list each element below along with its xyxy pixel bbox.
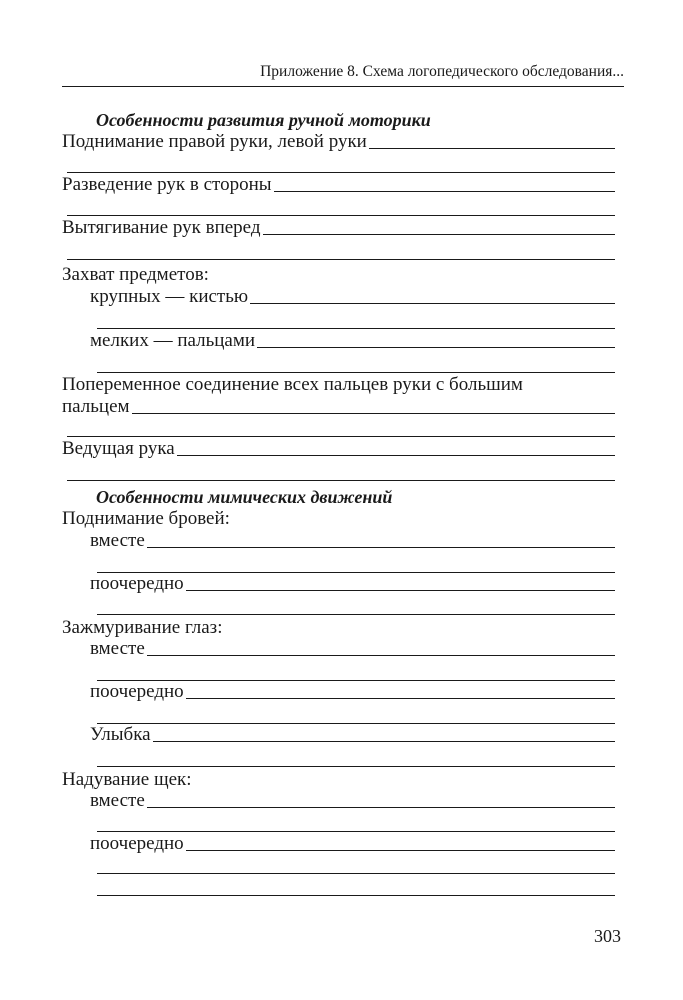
answer-line[interactable] [147,807,615,808]
header-rule [62,86,624,87]
answer-line[interactable] [67,436,615,437]
answer-line[interactable] [186,590,615,591]
field-brows [62,508,615,530]
answer-line[interactable] [67,480,615,481]
field-label: Разведение рук в стороны [62,174,272,195]
field-grasp-small [90,330,615,352]
answer-line[interactable] [147,655,615,656]
field-label: Надувание щек: [62,769,192,790]
answer-line[interactable] [67,215,615,216]
answer-line[interactable] [97,873,615,874]
answer-line[interactable] [153,741,615,742]
field-label: мелких — пальцами [90,330,256,351]
field-label: Вытягивание рук вперед [62,217,261,238]
section-title-manual-text: Особенности развития ручной моторики [96,110,431,130]
field-label: вместе [90,530,145,551]
field-brows-alternately [90,573,615,595]
field-alternating-line1 [62,374,615,396]
field-label: Зажмуривание глаз: [62,617,223,638]
answer-line[interactable] [274,191,615,192]
field-cheeks-together [90,790,615,812]
field-label: Попеременное соединение всех пальцев руки с большим [62,374,523,395]
answer-line[interactable] [186,850,615,851]
field-label: Поднимание бровей: [62,508,230,529]
answer-line[interactable] [97,766,615,767]
answer-line[interactable] [67,172,615,173]
section-title-manual [96,109,649,131]
answer-line[interactable] [147,547,615,548]
answer-line[interactable] [186,698,615,699]
field-label: Поднимание правой руки, левой руки [62,131,367,152]
answer-line[interactable] [257,347,615,348]
field-label: крупных — кистью [90,286,249,307]
field-raise-hands [62,131,615,153]
answer-line[interactable] [97,895,615,896]
field-label: Ведущая рука [62,438,175,459]
field-label: поочередно [90,573,184,594]
field-spread-arms [62,174,615,196]
field-eyes [62,617,615,639]
field-stretch-forward [62,217,615,239]
answer-line[interactable] [67,259,615,260]
section-title-facial-text: Особенности мимических движений [96,487,393,507]
answer-line[interactable] [132,413,615,414]
field-label: поочередно [90,833,184,854]
section-title-facial [96,486,649,508]
field-grasp-large [90,286,615,308]
field-alternating-line2 [62,396,615,418]
field-grasp [62,264,615,286]
field-eyes-alternately [90,681,615,703]
answer-line[interactable] [369,148,615,149]
answer-line[interactable] [177,455,615,456]
field-label: вместе [90,790,145,811]
field-label: поочередно [90,681,184,702]
answer-line[interactable] [97,372,615,373]
page-number: 303 [594,926,621,946]
running-header: Приложение 8. Схема логопедического обследования... [260,63,624,80]
answer-line[interactable] [97,328,615,329]
field-cheeks [62,769,615,791]
field-cheeks-alternately [90,833,615,855]
field-label: вместе [90,638,145,659]
field-eyes-together [90,638,615,660]
field-leading-hand [62,438,615,460]
answer-line[interactable] [250,303,615,304]
field-label: Захват предметов: [62,264,209,285]
field-brows-together [90,530,615,552]
field-label: Улыбка [90,724,151,745]
answer-line[interactable] [97,831,615,832]
answer-line[interactable] [97,614,615,615]
answer-line[interactable] [263,234,615,235]
field-label: пальцем [62,396,130,417]
field-smile [90,724,615,746]
